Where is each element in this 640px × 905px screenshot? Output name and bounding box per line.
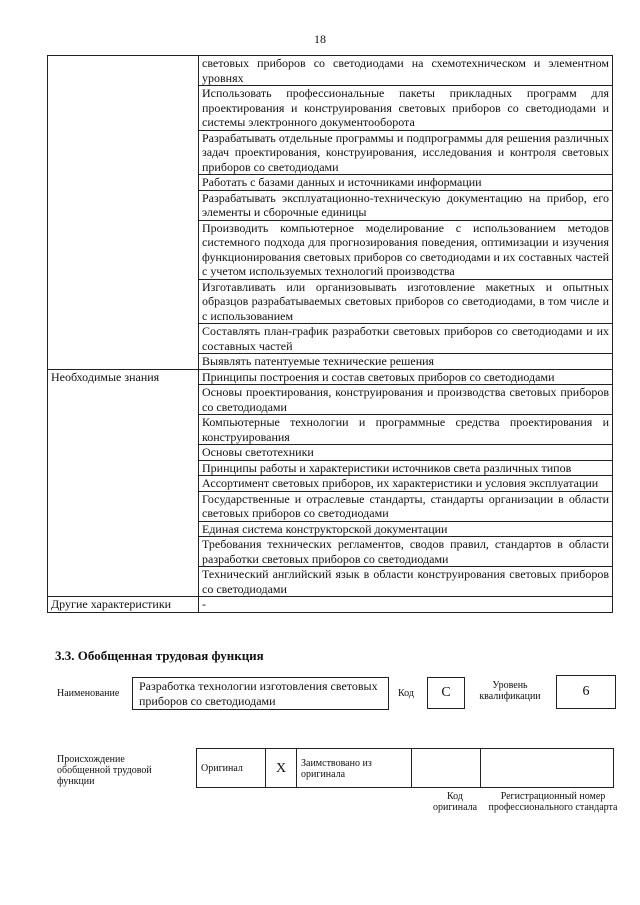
table-item: Компьютерные технологии и программные средства проектирования и конструирования bbox=[199, 415, 613, 445]
table-row bbox=[48, 415, 613, 445]
table-row bbox=[48, 175, 613, 191]
origin-table bbox=[196, 748, 614, 788]
skills-table bbox=[47, 55, 613, 613]
row-label-cell bbox=[48, 175, 199, 191]
table-row bbox=[48, 491, 613, 521]
table-item: Технический английский язык в области конструирования световых приборов со светодиодами bbox=[199, 567, 613, 597]
row-label-cell bbox=[48, 537, 199, 567]
table-item: Производить компьютерное моделирование с использованием методов системного подхода для прогнозирования поведения, оптимизации и изучения функционирования световых приборов со светодиодами и их составных частей с учетом используемых технологий производства bbox=[199, 220, 613, 279]
table-row bbox=[48, 597, 613, 613]
table-row bbox=[48, 56, 613, 86]
row-label-cell bbox=[48, 415, 199, 445]
table-row bbox=[48, 130, 613, 175]
table-row bbox=[48, 445, 613, 461]
table-item: световых приборов со светодиодами на схемотехническом и элементном уровнях bbox=[199, 56, 613, 86]
table-item: Требования технических регламентов, сводов правил, стандартов в области разработки световых приборов со светодиодами bbox=[199, 537, 613, 567]
table-row bbox=[48, 460, 613, 476]
row-label-cell bbox=[48, 521, 199, 537]
row-label-cell bbox=[48, 491, 199, 521]
code-label: Код bbox=[398, 688, 414, 699]
qualification-level-label: Уровень квалификации bbox=[479, 680, 541, 702]
row-label-cell bbox=[48, 279, 199, 324]
registration-number-cell bbox=[481, 749, 614, 788]
table-row bbox=[48, 190, 613, 220]
row-label-cell bbox=[48, 190, 199, 220]
origin-label: Происхождение обобщенной трудовой функции bbox=[57, 754, 152, 787]
row-label-cell: Другие характеристики bbox=[48, 597, 199, 613]
table-row bbox=[48, 369, 613, 385]
row-label-cell: Необходимые знания bbox=[48, 369, 199, 385]
table-row bbox=[48, 279, 613, 324]
row-label-cell bbox=[48, 445, 199, 461]
table-row bbox=[48, 537, 613, 567]
name-value-box: Разработка технологии изготовления световых приборов со светодиодами bbox=[132, 677, 389, 710]
table-item: Основы проектирования, конструирования и производства световых приборов со светодиодами bbox=[199, 385, 613, 415]
table-item: Использовать профессиональные пакеты прикладных программ для проектирования и конструирования световых приборов со светодиодами и системы электронного документооборота bbox=[199, 86, 613, 131]
table-item: Составлять план-график разработки световых приборов со светодиодами и их составных частей bbox=[199, 324, 613, 354]
table-item: Разрабатывать отдельные программы и подпрограммы для решения различных задач проектирования, конструирования, исследования и контроля световых приборов со светодиодами bbox=[199, 130, 613, 175]
table-row bbox=[48, 324, 613, 354]
row-label-cell bbox=[48, 56, 199, 86]
row-label-cell bbox=[48, 385, 199, 415]
table-item: Работать с базами данных и источниками информации bbox=[199, 175, 613, 191]
other-characteristics-value: - bbox=[199, 597, 613, 613]
row-label-cell bbox=[48, 460, 199, 476]
section-heading: 3.3. Обобщенная трудовая функция bbox=[55, 648, 264, 663]
original-code-cell bbox=[412, 749, 481, 788]
row-label-cell bbox=[48, 86, 199, 131]
table-item: Единая система конструкторской документации bbox=[199, 521, 613, 537]
table-row bbox=[48, 86, 613, 131]
table-item: Ассортимент световых приборов, их характеристики и условия эксплуатации bbox=[199, 476, 613, 492]
original-mark: X bbox=[266, 749, 297, 788]
original-code-caption: Код оригинала bbox=[432, 791, 478, 813]
table-item: Изготавливать или организовывать изготовление макетных и опытных образцов разрабатываемых световых приборов со светодиодами, в том числе и с использованием bbox=[199, 279, 613, 324]
table-item: Выявлять патентуемые технические решения bbox=[199, 354, 613, 370]
table-row bbox=[48, 567, 613, 597]
row-label-cell bbox=[48, 476, 199, 492]
table-item: Основы светотехники bbox=[199, 445, 613, 461]
row-label-cell bbox=[48, 354, 199, 370]
table-row bbox=[48, 476, 613, 492]
row-label-cell bbox=[48, 324, 199, 354]
row-label-cell bbox=[48, 567, 199, 597]
table-item: Государственные и отраслевые стандарты, стандарты организации в области световых приборов со светодиодами bbox=[199, 491, 613, 521]
page-number: 18 bbox=[314, 32, 326, 46]
table-item: Принципы построения и состав световых приборов со светодиодами bbox=[199, 369, 613, 385]
table-item: Принципы работы и характеристики источников света различных типов bbox=[199, 460, 613, 476]
registration-number-caption: Регистрационный номер профессионального стандарта bbox=[488, 791, 618, 813]
row-label-cell bbox=[48, 220, 199, 279]
table-item: Разрабатывать эксплуатационно-техническую документацию на прибор, его элементы и сборочные единицы bbox=[199, 190, 613, 220]
qualification-level-box: 6 bbox=[556, 675, 616, 709]
table-row bbox=[48, 385, 613, 415]
original-label: Оригинал bbox=[197, 749, 266, 788]
borrowed-label: Заимствовано из оригинала bbox=[297, 749, 412, 788]
table-row bbox=[48, 220, 613, 279]
name-label: Наименование bbox=[57, 688, 120, 699]
table-row bbox=[48, 354, 613, 370]
table-row bbox=[48, 521, 613, 537]
code-value-box: C bbox=[427, 677, 465, 709]
row-label-cell bbox=[48, 130, 199, 175]
